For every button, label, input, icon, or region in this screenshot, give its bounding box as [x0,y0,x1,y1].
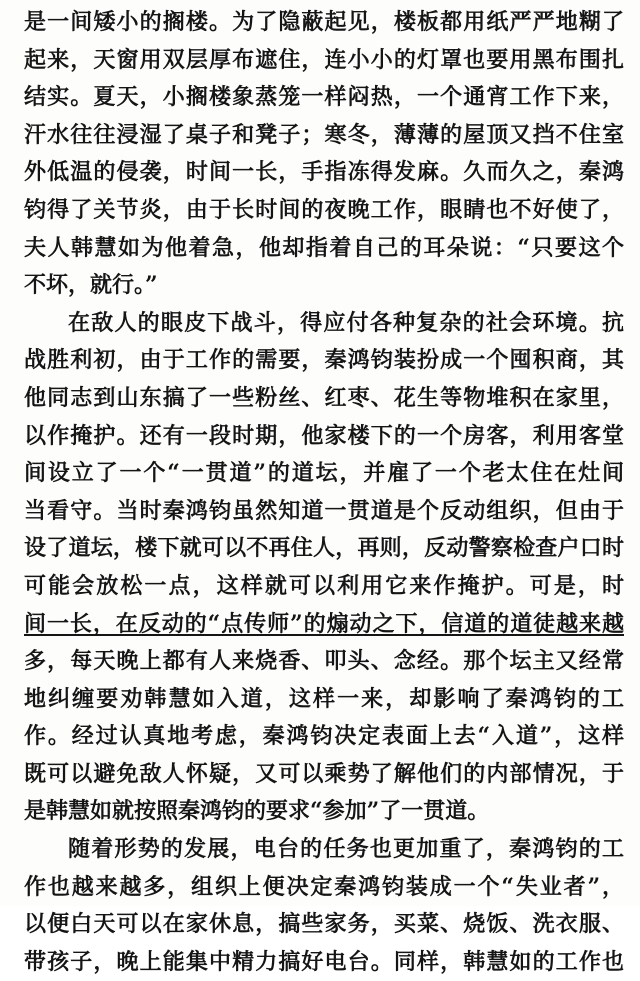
text-line: 外低温的侵袭，时间一长，手指冻得发麻。久而久之，秦鸿 [24,159,624,186]
text-line: 汗水往往浸湿了桌子和凳子；寒冬，薄薄的屋顶又挡不住室 [24,121,624,148]
text-line: 当看守。当时秦鸿钧虽然知道一贯道是个反动组织，但由于 [24,497,624,524]
text-line: 以作掩护。还有一段时期，他家楼下的一个房客，利用客堂 [24,422,624,449]
body-text [24,4,624,981]
text-line: 多，每天晚上都有人来烧香、叩头、念经。那个坛主又经常 [24,648,624,675]
text-line: 以便白天可以在家休息，搞些家务，买菜、烧饭、洗衣服、 [24,911,624,938]
paragraph-1 [24,4,624,305]
text-line: 作也越来越多，组织上便决定秦鸿钧装成一个“失业者”， [24,873,624,900]
text-line: 不坏，就行。” [24,272,158,299]
handwritten-text-line: 间一长，在反动的“点传师”的煽动之下，信道的道徒越来越 [24,610,624,637]
text-line: 结实。夏天，小搁楼象蒸笼一样闷热，一个通宵工作下来， [24,84,624,111]
paragraph-2 [24,305,624,831]
text-line: 是韩慧如就按照秦鸿钧的要求“参加”了一贯道。 [24,798,490,825]
text-line: 战胜利初，由于工作的需要，秦鸿钧装扮成一个囤积商，其 [24,347,624,374]
text-line: 设了道坛，楼下就可以不再住人，再则，反动警察检查户口时 [24,535,624,562]
text-line: 带孩子，晚上能集中精力搞好电台。同样，韩慧如的工作也 [24,948,624,975]
paragraph-3 [24,831,624,981]
text-line: 是一间矮小的搁楼。为了隐蔽起见，楼板都用纸严严地糊了 [24,9,624,35]
text-line: 夫人韩慧如为他着急，他却指着自己的耳朵说：“只要这个 [24,234,624,261]
text-line: 钧得了关节炎，由于长时间的夜晚工作，眼睛也不好使了， [24,196,624,223]
text-line: 他同志到山东搞了一些粉丝、红枣、花生等物堆积在家里， [24,384,624,411]
text-line: 随着形势的发展，电台的任务也更加重了，秦鸿钧的工 [68,836,624,863]
text-line: 在敌人的眼皮下战斗，得应付各种复杂的社会环境。抗 [68,309,624,336]
text-line: 可能会放松一点，这样就可以利用它来作掩护。可是，时 [24,572,624,599]
text-line: 间设立了一个“一贯道”的道坛，并雇了一个老太住在灶间 [24,460,624,487]
text-line: 地纠缠要劝韩慧如入道，这样一来，却影响了秦鸿钧的工 [24,685,624,712]
text-line: 起来，天窗用双层厚布遮住，连小小的灯罩也要用黑布围扎 [24,46,624,73]
text-line: 既可以避免敌人怀疑，又可以乘势了解他们的内部情况，于 [24,760,624,787]
text-line: 作。经过认真地考虑，秦鸿钧决定表面上去“入道”，这样 [24,723,624,750]
